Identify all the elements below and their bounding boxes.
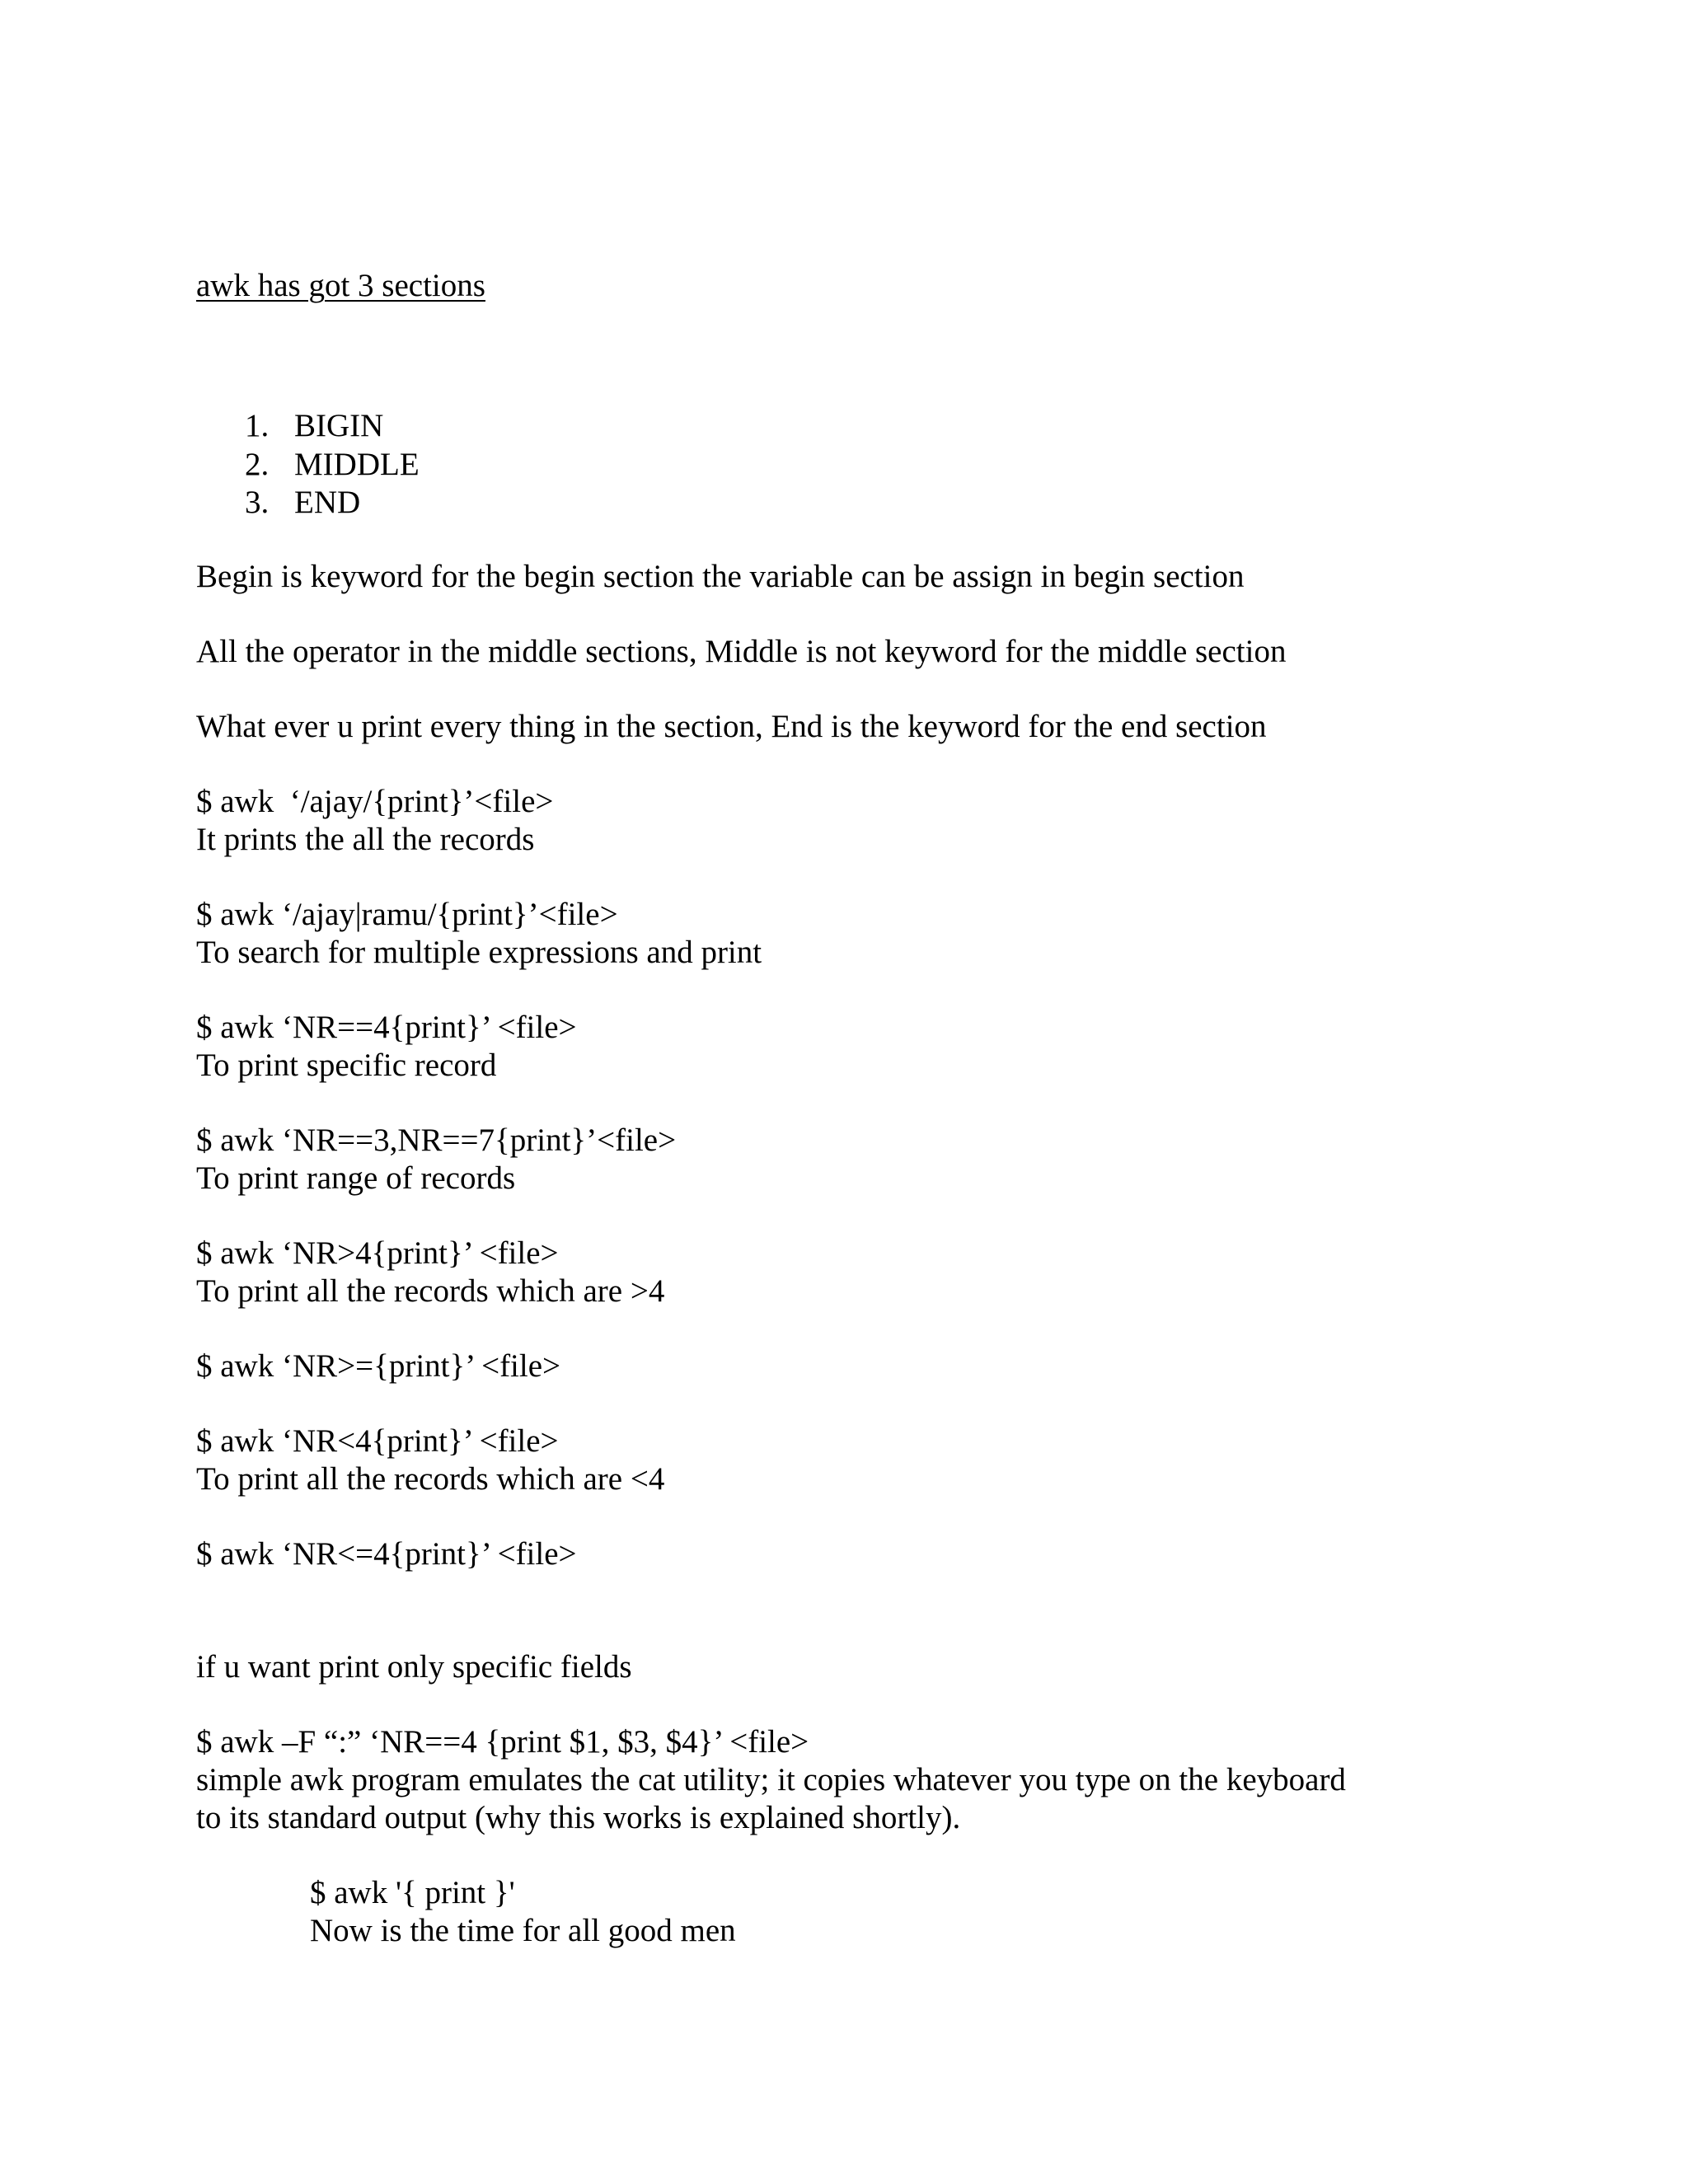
- cat-description-line-1: simple awk program emulates the cat utility; it copies whatever you type on the keyboard: [196, 1762, 1346, 1797]
- paragraph-middle: All the operator in the middle sections, Middle is not keyword for the middle section: [196, 634, 1287, 669]
- example-command: $ awk ‘NR==3,NR==7{print}’<file>: [196, 1122, 677, 1158]
- list-number: 2.: [245, 447, 270, 482]
- example-command: $ awk ‘NR>={print}’ <file>: [196, 1348, 561, 1384]
- paragraph-begin: Begin is keyword for the begin section the variable can be assign in begin section: [196, 559, 1245, 594]
- list-label: BIGIN: [294, 408, 384, 443]
- page-heading: awk has got 3 sections: [196, 268, 485, 303]
- example-command: $ awk ‘/ajay|ramu/{print}’<file>: [196, 897, 618, 932]
- example-command: $ awk ‘NR>4{print}’ <file>: [196, 1235, 559, 1271]
- list-label: END: [294, 485, 361, 520]
- paragraph-end: What ever u print every thing in the section, End is the keyword for the end section: [196, 709, 1267, 744]
- example-description: To print all the records which are >4: [196, 1273, 665, 1309]
- example-description: To print all the records which are <4: [196, 1461, 665, 1497]
- example-command: $ awk ‘/ajay/{print}’<file>: [196, 784, 554, 819]
- example-description: It prints the all the records: [196, 822, 535, 857]
- example-command: $ awk ‘NR<=4{print}’ <file>: [196, 1536, 577, 1572]
- example-description: To print specific record: [196, 1047, 497, 1083]
- cat-description-line-2: to its standard output (why this works is explained shortly).: [196, 1800, 961, 1835]
- fields-command: $ awk –F “:” ‘NR==4 {print $1, $3, $4}’ <file>: [196, 1724, 809, 1760]
- example-command: $ awk ‘NR<4{print}’ <file>: [196, 1423, 559, 1459]
- cat-example-command: $ awk '{ print }': [310, 1875, 515, 1910]
- example-description: To search for multiple expressions and print: [196, 935, 762, 970]
- fields-intro: if u want print only specific fields: [196, 1649, 632, 1685]
- cat-example-output: Now is the time for all good men: [310, 1913, 736, 1948]
- example-description: To print range of records: [196, 1160, 516, 1196]
- example-command: $ awk ‘NR==4{print}’ <file>: [196, 1010, 577, 1045]
- list-number: 3.: [245, 485, 270, 520]
- list-label: MIDDLE: [294, 447, 420, 482]
- list-number: 1.: [245, 408, 270, 443]
